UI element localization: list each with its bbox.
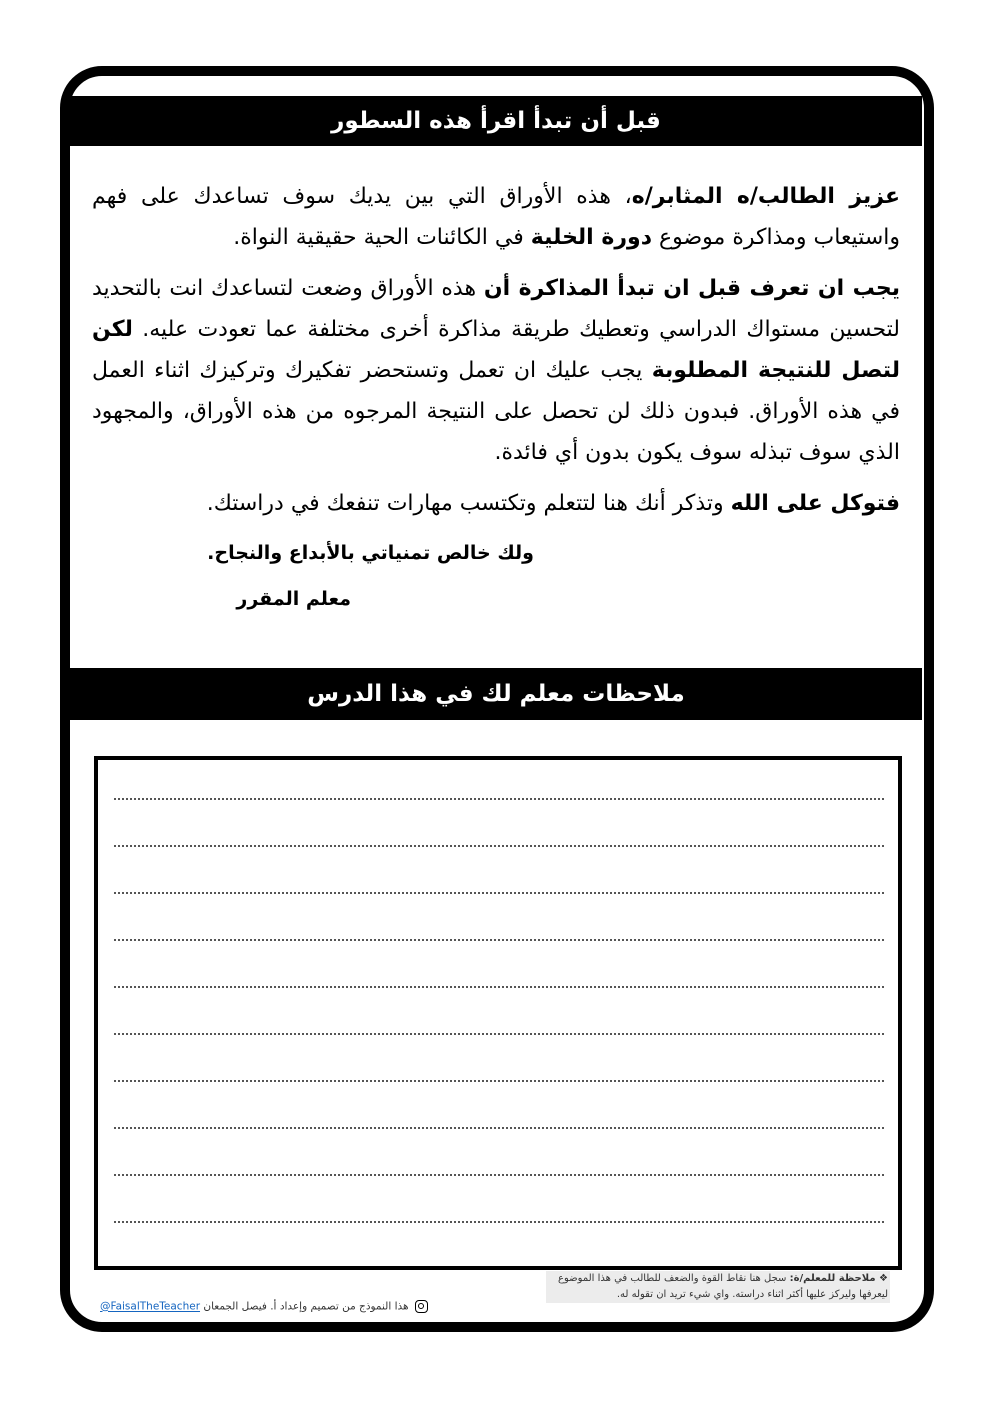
intro-p3-text: وتذكر أنك هنا لتتعلم وتكتسب مهارات تنفعك في دراستك.	[206, 491, 731, 516]
addressee: عزيز الطالب/ه المثابر/ه	[631, 184, 900, 209]
intro-p2-text-2: يجب عليك ان تعمل وتستحضر تفكيرك وتركيزك اثناء العمل في هذه الأوراق. فبدون ذلك لن تحصل على النتيجة المرجوه من هذه الأوراق، والمجهود الذي سوف تبذله سوف يكون بدون أي فائدة.	[92, 358, 900, 465]
intro-header	[70, 96, 922, 146]
intro-p3-bold: فتوكل على الله	[730, 491, 900, 516]
signature: معلم المقرر	[236, 588, 351, 610]
notes-header	[70, 668, 922, 720]
notes-line	[114, 1080, 884, 1082]
teacher-note	[546, 1271, 890, 1303]
intro-paragraph-2	[92, 268, 900, 473]
intro-text	[92, 176, 900, 534]
topic-name: دورة الخلية	[530, 225, 653, 250]
teacher-note-label: ❖ ملاحظة للمعلم/ة:	[789, 1273, 888, 1284]
notes-line	[114, 939, 884, 941]
intro-paragraph-3	[92, 483, 900, 524]
credit-line	[100, 1300, 428, 1313]
notes-box[interactable]	[94, 756, 902, 1270]
notes-line	[114, 892, 884, 894]
left-frame-edge	[60, 146, 70, 668]
notes-line	[114, 1221, 884, 1223]
intro-p2-bold-1: يجب ان تعرف قبل ان تبدأ المذاكرة أن	[483, 276, 900, 301]
notes-header-title: ملاحظات معلم لك في هذا الدرس	[307, 681, 685, 707]
instagram-icon	[415, 1300, 428, 1313]
teacher-note-text: سجل هنا نقاط القوة والضعف للطالب في هذا الموضوع ليعرفها وليركز عليها أكثر اثناء دراسته. واي شيء تريد ان تقوله له.	[558, 1273, 888, 1300]
notes-line	[114, 798, 884, 800]
notes-line	[114, 986, 884, 988]
intro-p1-text-1: ، هذه الأوراق التي بين يديك سوف تساعدك على فهم واستيعاب ومذاكرة موضوع	[92, 184, 900, 250]
notes-line	[114, 1127, 884, 1129]
intro-paragraph-1	[92, 176, 900, 258]
notes-line	[114, 1174, 884, 1176]
notes-line	[114, 1033, 884, 1035]
intro-header-title: قبل أن تبدأ اقرأ هذه السطور	[331, 108, 661, 134]
notes-line	[114, 845, 884, 847]
intro-p2-bold-2: لكن لتصل للنتيجة المطلوبة	[92, 317, 900, 383]
wishes-line: ولك خالص تمنياتي بالأبداع والنجاح.	[207, 542, 534, 564]
intro-p2-text-1: هذه الأوراق وضعت لتساعدك انت بالتحديد لتحسين مستواك الدراسي وتعطيك طريقة مذاكرة أخرى مختلفة عما تعودت عليه.	[92, 276, 900, 342]
instagram-handle-link[interactable]: @FaisalTheTeacher	[100, 1300, 201, 1313]
credit-text: هذا النموذج من تصميم وإعداد أ. فيصل الجمعان	[203, 1300, 409, 1313]
intro-p1-text-2: في الكائنات الحية حقيقية النواة.	[233, 225, 531, 250]
